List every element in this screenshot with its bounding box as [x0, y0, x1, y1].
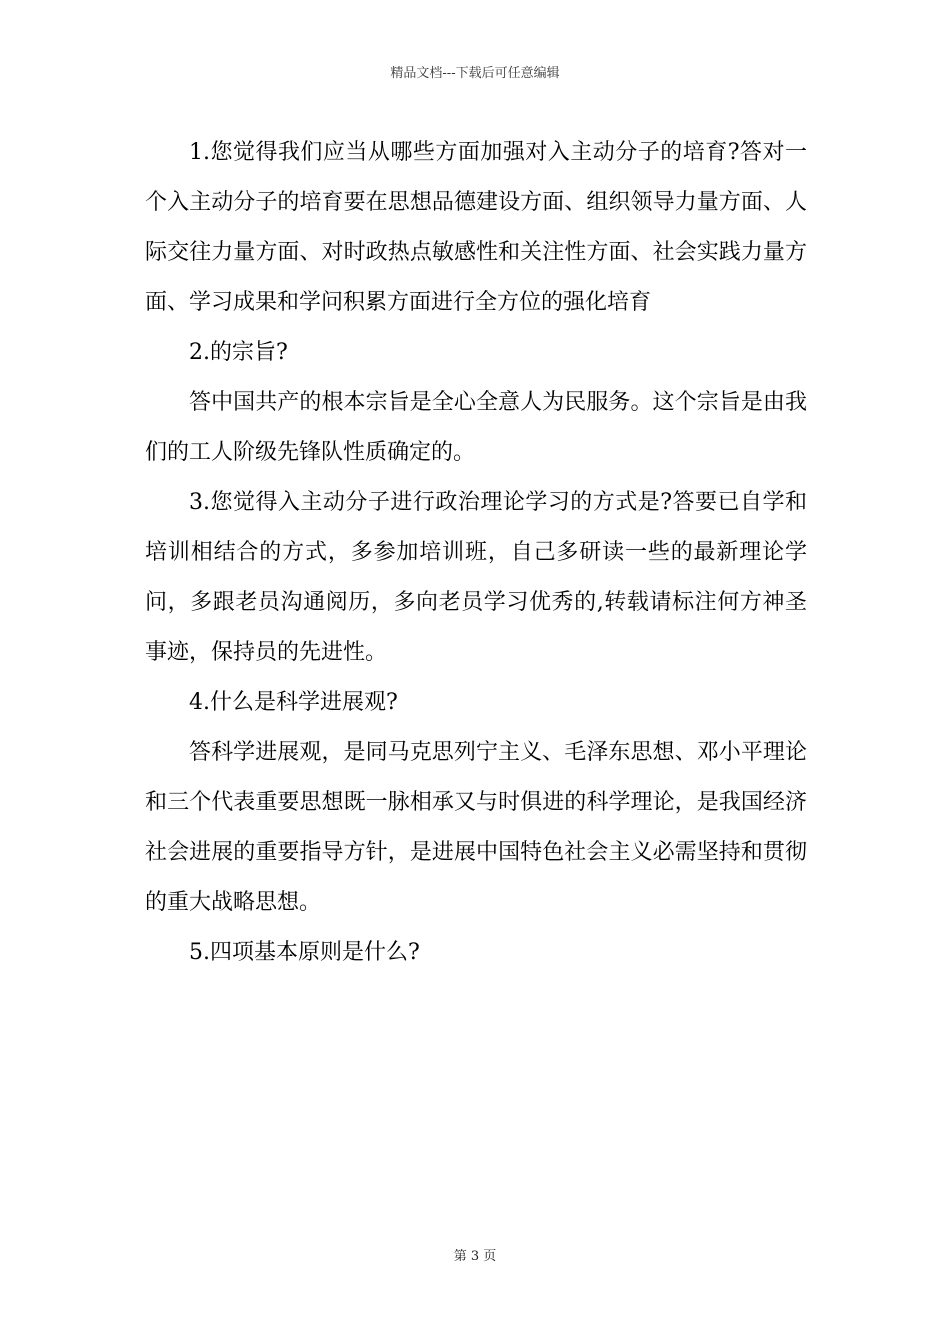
document-body — [145, 128, 807, 978]
paragraph-answer-4: 答科学进展观，是同马克思列宁主义、毛泽东思想、邓小平理论和三个代表重要思想既一脉相承又与时俱进的科学理论，是我国经济社会进展的重要指导方针，是进展中国特色社会主义必需坚持和贯彻的重大战略思想。 — [145, 740, 807, 915]
paragraph-question-2: 2.的宗旨? — [189, 340, 288, 365]
page-header: 精品文档---下载后可任意编辑 — [390, 66, 560, 81]
paragraph-question-5: 5.四项基本原则是什么? — [189, 940, 420, 965]
paragraph-question-1: 1.您觉得我们应当从哪些方面加强对入主动分子的培育?答对一个入主动分子的培育要在思想品德建设方面、组织领导力量方面、人际交往力量方面、对时政热点敏感性和关注性方面、社会实践力量方面、学习成果和学问积累方面进行全方位的强化培育 — [145, 140, 807, 315]
paragraph-question-4: 4.什么是科学进展观? — [189, 690, 398, 715]
paragraph-answer-2: 答中国共产的根本宗旨是全心全意人为民服务。这个宗旨是由我们的工人阶级先锋队性质确定的。 — [145, 390, 807, 465]
page-number: 第 3 页 — [453, 1249, 497, 1264]
paragraph-question-3: 3.您觉得入主动分子进行政治理论学习的方式是?答要已自学和培训相结合的方式，多参加培训班，自己多研读一些的最新理论学问，多跟老员沟通阅历，多向老员学习优秀的,转载请标注何方神圣事迹，保持员的先进性。 — [145, 490, 807, 665]
